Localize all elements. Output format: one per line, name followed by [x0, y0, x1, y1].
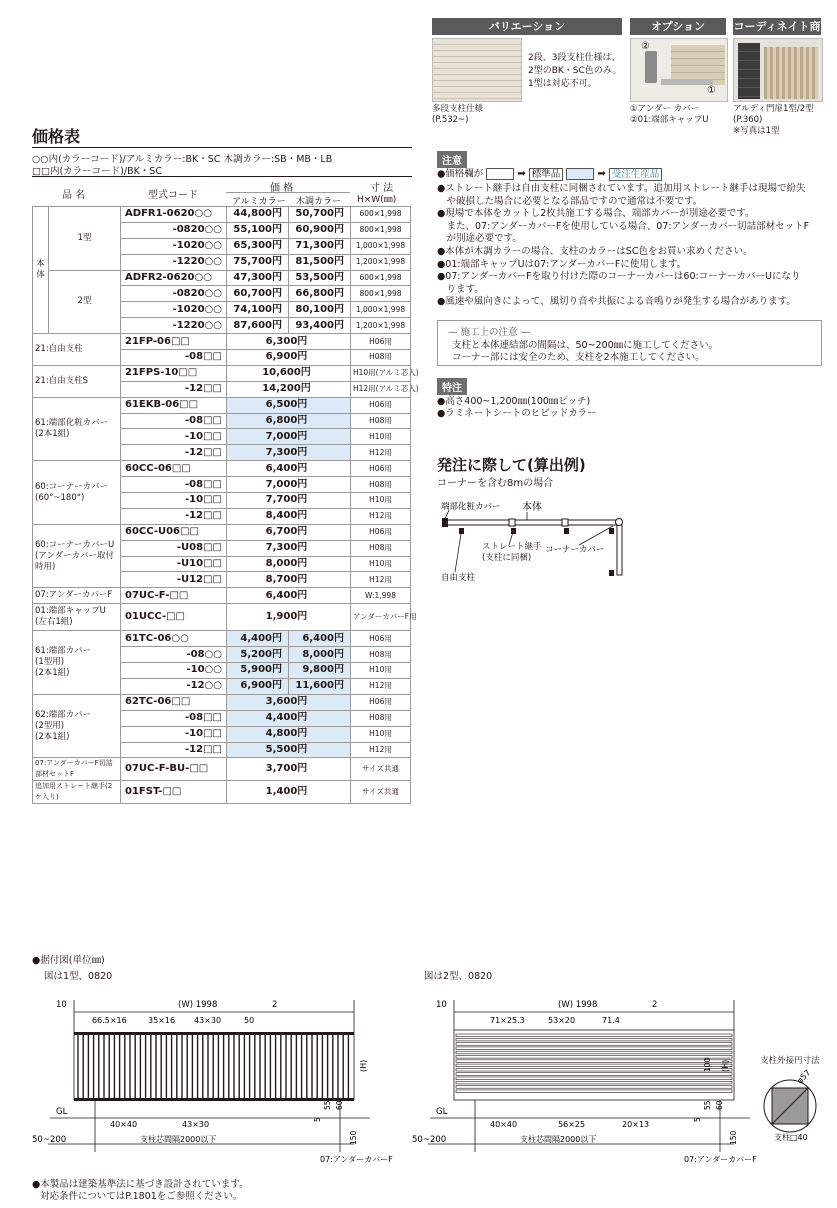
notes-header: 注意 — [437, 151, 467, 168]
row-size: サイズ共通 — [351, 758, 411, 781]
row-price: 1,900円 — [227, 604, 351, 631]
note-line: ●01:端部キャップUは07:アンダーカバーFに使用します。 — [437, 258, 687, 270]
d2-under: 07:アンダーカバーF — [684, 1155, 757, 1164]
d1-r2: 2 — [272, 1000, 278, 1010]
group-name: 07:アンダーカバーF切詰部材セットF — [33, 758, 121, 781]
drawing2-title: 図は2型、0820 — [424, 971, 493, 982]
group-name: 61:端部カバー (1型用) (2本1組) — [33, 631, 121, 695]
row-size: H08用 — [351, 413, 411, 429]
body-label: 本 体 — [33, 207, 49, 334]
row-size: H06用 — [351, 631, 411, 647]
price-row — [33, 334, 411, 350]
d2-v55: 55 — [703, 1100, 712, 1110]
fence-slat — [456, 1047, 732, 1050]
row-wood-price: 71,300円 — [289, 238, 351, 254]
group-name: 60:コーナーカバーU (アンダーカバー取付時用) — [33, 524, 121, 588]
price-table — [32, 206, 419, 804]
row-code: 61EKB-06□□ — [121, 397, 227, 413]
row-code: -12□□ — [121, 508, 227, 524]
row-price: 7,000円 — [227, 429, 351, 445]
row-code: -U08□□ — [121, 540, 227, 556]
d1-pitch: 支柱芯間隔2000以下 — [140, 1135, 217, 1144]
row-code: -12□□ — [121, 445, 227, 461]
row-size: H12用 — [351, 572, 411, 588]
row-wood-price: 6,400円 — [289, 631, 351, 647]
d1-h: (H) — [359, 1059, 368, 1072]
note-line: ●ストレート継手は自由支柱に同梱されています。追加用ストレート継手は現場で紛失 — [437, 183, 806, 194]
row-size: H08用 — [351, 647, 411, 663]
d2-b: 53×20 — [548, 1016, 576, 1025]
row-code: -10□□ — [121, 429, 227, 445]
row-price: 7,300円 — [227, 445, 351, 461]
row-code: -08□□ — [121, 477, 227, 493]
row-alu-price: 60,700円 — [227, 286, 289, 302]
row-wood-price: 11,600円 — [289, 678, 351, 694]
row-price: 4,800円 — [227, 726, 351, 742]
d2-pitch: 支柱芯間隔2000以下 — [520, 1135, 597, 1144]
construction-title: 施工上の注意 — [460, 327, 518, 338]
row-code: -1220○○ — [121, 254, 227, 270]
row-size: H10用 — [351, 429, 411, 445]
fence-slat — [456, 1086, 732, 1089]
d1-l10: 10 — [56, 1000, 67, 1010]
d2-f: 56×25 — [558, 1120, 586, 1129]
row-size: H12用 — [351, 678, 411, 694]
d2-h: (H) — [721, 1059, 730, 1072]
variation-photo — [432, 38, 522, 102]
header-size-unit: H×W(㎜) — [357, 195, 397, 205]
post-title: 支柱外接円寸法 — [760, 1056, 820, 1066]
d1-c: 43×30 — [194, 1016, 222, 1025]
row-code: -10○○ — [121, 663, 227, 679]
header-price: 価 格 — [270, 183, 294, 194]
fence-slat — [456, 1060, 732, 1063]
row-code: 60CC-U06□□ — [121, 524, 227, 540]
features-line-2: ●ラミネートシートのヒビッドカラー — [437, 408, 597, 419]
notes-legend-std: 標準品 — [529, 168, 564, 181]
row-code: -08○○ — [121, 647, 227, 663]
fence-slat — [456, 1081, 732, 1084]
price-row — [33, 631, 411, 647]
note-line: また、07:アンダーカバーFを使用している場合、07:アンダーカバー切詰部材セットF — [437, 220, 810, 232]
drawings-title: ●据付図(単位㎜) — [32, 955, 105, 966]
row-size: H12用(アルミ芯入) — [351, 381, 411, 397]
d1-e: 40×40 — [110, 1120, 138, 1129]
d1-under: 07:アンダーカバーF — [320, 1155, 393, 1164]
note-line: が別途必要です。 — [437, 233, 522, 245]
row-price: 3,700円 — [227, 758, 351, 781]
row-code: 21FPS-10□□ — [121, 365, 227, 381]
note-line: ●現場で本体をカットし2枚共施工する場合、端部カバーが別途必要です。 — [437, 208, 755, 220]
features-line-1: ●高さ400~1,200㎜(100㎜ピッチ) — [437, 396, 591, 407]
row-code: 62TC-06□□ — [121, 694, 227, 710]
row-size: H06用 — [351, 461, 411, 477]
row-code: 01FST-□□ — [121, 781, 227, 804]
d1-v60: 60 — [335, 1100, 344, 1110]
row-code: -12□□ — [121, 742, 227, 758]
row-wood-price: 81,500円 — [289, 254, 351, 270]
row-wood-price: 66,800円 — [289, 286, 351, 302]
d2-g2: 20×13 — [622, 1120, 650, 1129]
row-price: 6,300円 — [227, 334, 351, 350]
row-wood-price: 53,500円 — [289, 270, 351, 286]
header-wood: 木調カラー — [296, 197, 342, 207]
order-label-joint: ストレート継手 (支柱に同梱) — [482, 542, 542, 563]
row-price: 6,400円 — [227, 461, 351, 477]
note-line: ●風速や風向きによって、風切り音や共振による音鳴りが発生する場合があります。 — [437, 296, 796, 308]
coordinate-caption: アルディ門扉1型/2型 (P.360) ※写真は1型 — [733, 104, 814, 136]
row-code: 07UC-F-BU-□□ — [121, 758, 227, 781]
d1-f: 43×30 — [182, 1120, 210, 1129]
d1-width: (W) 1998 — [178, 1000, 218, 1010]
group-name: 61:端部化粧カバー (2本1組) — [33, 397, 121, 461]
group-name: 01:端部キャップU (左右1組) — [33, 604, 121, 631]
d1-b: 35×16 — [148, 1016, 176, 1025]
row-size: 1,000×1,998 — [351, 302, 411, 318]
price-row — [33, 461, 411, 477]
option-photo — [630, 38, 728, 102]
drawing1-title: 図は1型、0820 — [44, 971, 113, 982]
type2-label: 2型 — [49, 270, 121, 334]
row-price: 6,800円 — [227, 413, 351, 429]
row-wood-price: 93,400円 — [289, 318, 351, 334]
features-header: 特注 — [437, 378, 467, 395]
order-label-corner: コーナーカバー — [545, 545, 605, 555]
row-alu-price: 5,900円 — [227, 663, 289, 679]
row-code: 01UCC-□□ — [121, 604, 227, 631]
post-sq: 支柱□40 — [774, 1133, 808, 1142]
footer-line-1: ●本製品は建築基準法に基づき設計されています。 — [32, 1179, 249, 1190]
note-line: ●07:アンダーカバーFを取り付けた際のコーナーカバーは60:コーナーカバーUになり — [437, 271, 801, 283]
order-subtitle: コーナーを含む8mの場合 — [437, 478, 554, 489]
price-row — [33, 588, 411, 604]
drawing-type2 — [410, 990, 760, 1165]
d2-width: (W) 1998 — [558, 1000, 598, 1010]
order-label-post: 自由支柱 — [441, 573, 476, 583]
row-alu-price: 47,300円 — [227, 270, 289, 286]
row-code: -0820○○ — [121, 222, 227, 238]
row-code: -0820○○ — [121, 286, 227, 302]
row-size: アンダーカバーF用 — [351, 604, 411, 631]
group-name: 62:端部カバー (2型用) (2本1組) — [33, 694, 121, 758]
row-price: 3,600円 — [227, 694, 351, 710]
row-price: 6,900円 — [227, 350, 351, 366]
features-section — [437, 378, 467, 395]
price-row — [33, 397, 411, 413]
row-alu-price: 6,900円 — [227, 678, 289, 694]
row-alu-price: 55,100円 — [227, 222, 289, 238]
row-size: H12用 — [351, 742, 411, 758]
note-line: や破損した場合に必要となる部品ですので通常は不要です。 — [437, 195, 703, 207]
d2-r2: 2 — [652, 1000, 658, 1010]
d2-v5: 5 — [693, 1117, 702, 1122]
group-name: 21:自由支柱S — [33, 365, 121, 397]
row-size: H08用 — [351, 710, 411, 726]
row-alu-price: 44,800円 — [227, 207, 289, 223]
variation-caption: 多段支柱仕様 (P.532~) — [432, 104, 484, 125]
group-name: 07:アンダーカバーF — [33, 588, 121, 604]
row-code: -10□□ — [121, 493, 227, 509]
order-label-body: 本体 — [522, 502, 542, 513]
post-dia: φ57 — [795, 1068, 813, 1086]
row-size: 800×1,998 — [351, 286, 411, 302]
row-price: 10,600円 — [227, 365, 351, 381]
d2-c: 71.4 — [602, 1016, 620, 1025]
price-row — [33, 758, 411, 781]
order-diagram — [437, 490, 637, 590]
row-price: 5,500円 — [227, 742, 351, 758]
row-size: H06用 — [351, 694, 411, 710]
row-code: -08□□ — [121, 710, 227, 726]
option-marker-2: ② — [641, 41, 650, 52]
row-size: H08用 — [351, 350, 411, 366]
footer-line-2: 対応条件についてはP.1801をご参照ください。 — [40, 1191, 243, 1202]
row-size: 600×1,998 — [351, 207, 411, 223]
price-legend-2: □□内(カラーコード)/BK・SC — [32, 166, 162, 177]
price-row — [33, 270, 411, 286]
option-header: オプション — [630, 18, 726, 35]
row-size: H10用 — [351, 493, 411, 509]
type1-label: 1型 — [49, 207, 121, 271]
row-alu-price: 87,600円 — [227, 318, 289, 334]
row-price: 8,000円 — [227, 556, 351, 572]
row-alu-price: 4,400円 — [227, 631, 289, 647]
row-price: 6,400円 — [227, 588, 351, 604]
row-size: H06用 — [351, 397, 411, 413]
row-size: H08用 — [351, 477, 411, 493]
order-title: 発注に際して(算出例) — [437, 456, 586, 474]
variation-desc: 2段、3段支柱仕様は、 2型のBK・SC色のみ。 1型は対応不可。 — [528, 53, 622, 89]
price-row — [33, 781, 411, 804]
row-wood-price: 80,100円 — [289, 302, 351, 318]
fence-slat — [456, 1068, 732, 1071]
fence-slat — [456, 1043, 732, 1046]
row-price: 7,300円 — [227, 540, 351, 556]
row-code: 07UC-F-□□ — [121, 588, 227, 604]
row-price: 8,400円 — [227, 508, 351, 524]
row-size: H08用 — [351, 540, 411, 556]
post-diagram — [760, 1068, 830, 1148]
row-code: -12○○ — [121, 678, 227, 694]
row-size: 600×1,998 — [351, 270, 411, 286]
row-wood-price: 50,700円 — [289, 207, 351, 223]
notes-legend-order: 受注生産品 — [609, 168, 663, 181]
group-name: 60:コーナーカバー (60°~180°) — [33, 461, 121, 525]
row-code: -1220○○ — [121, 318, 227, 334]
construction-line-1: 支柱と本体連結部の間隔は、50~200㎜に施工してください。 — [452, 340, 719, 351]
row-code: ADFR1-0620○○ — [121, 207, 227, 223]
coordinate-header: コーディネイト商 — [733, 20, 821, 33]
drawing-type1 — [30, 990, 393, 1165]
row-size: H12用 — [351, 445, 411, 461]
d1-g: 50~200 — [32, 1135, 67, 1145]
d1-v150: 150 — [349, 1130, 358, 1145]
row-size: 1,200×1,998 — [351, 318, 411, 334]
price-table-header — [32, 178, 410, 207]
price-row — [33, 524, 411, 540]
row-size: 1,200×1,998 — [351, 254, 411, 270]
d1-v5: 5 — [313, 1117, 322, 1122]
row-wood-price: 9,800円 — [289, 663, 351, 679]
row-alu-price: 74,100円 — [227, 302, 289, 318]
d2-l10: 10 — [436, 1000, 447, 1010]
d1-gl: GL — [56, 1107, 68, 1117]
row-size: 800×1,998 — [351, 222, 411, 238]
construction-line-2: コーナー部には安全のため、支柱を2本施工してください。 — [452, 352, 705, 363]
row-size: サイズ共通 — [351, 781, 411, 804]
row-size: W:1,998 — [351, 588, 411, 604]
row-code: 60CC-06□□ — [121, 461, 227, 477]
d2-a: 71×25.3 — [490, 1016, 525, 1025]
fence-slat — [456, 1034, 732, 1037]
fence-slat — [456, 1056, 732, 1059]
row-price: 8,700円 — [227, 572, 351, 588]
d1-a: 66.5×16 — [92, 1016, 127, 1025]
notes-legend-pre: ●価格欄が — [437, 168, 484, 180]
row-alu-price: 75,700円 — [227, 254, 289, 270]
price-row — [33, 694, 411, 710]
fence-slat — [456, 1073, 732, 1076]
row-code: 21FP-06□□ — [121, 334, 227, 350]
row-wood-price: 60,900円 — [289, 222, 351, 238]
header-code: 型式コード — [148, 190, 198, 201]
row-size: H10用 — [351, 663, 411, 679]
order-label-endcover: 端部化粧カバー — [441, 502, 501, 512]
header-size: 寸 法 — [370, 183, 394, 194]
row-code: -1020○○ — [121, 302, 227, 318]
variation-header: バリエーション — [432, 18, 622, 35]
price-legend-1: ○○内(カラーコード)/アルミカラー:BK・SC 木調カラー:SB・MB・LB — [32, 154, 333, 165]
note-line: ります。 — [437, 283, 484, 295]
row-size: H10用(アルミ芯入) — [351, 365, 411, 381]
row-alu-price: 65,300円 — [227, 238, 289, 254]
header-name: 品 名 — [62, 190, 86, 201]
row-wood-price: 8,000円 — [289, 647, 351, 663]
fence-slat — [456, 1038, 732, 1041]
row-price: 6,700円 — [227, 524, 351, 540]
option-caption: ①アンダー カバー ②01:端部キャップU — [630, 104, 709, 125]
d1-d: 50 — [244, 1016, 255, 1025]
row-size: H10用 — [351, 726, 411, 742]
row-price: 7,700円 — [227, 493, 351, 509]
fence-slat — [456, 1064, 732, 1067]
group-name: 21:自由支柱 — [33, 334, 121, 366]
row-code: -U10□□ — [121, 556, 227, 572]
row-alu-price: 5,200円 — [227, 647, 289, 663]
notes-legend: ●価格欄が ➡ 標準品 ➡ 受注生産品 — [437, 168, 662, 181]
d2-v150: 150 — [729, 1130, 738, 1145]
row-price: 1,400円 — [227, 781, 351, 804]
d2-g: 50~200 — [412, 1135, 447, 1145]
price-row — [33, 365, 411, 381]
notes-section — [437, 151, 467, 168]
row-size: H10用 — [351, 556, 411, 572]
row-price: 6,500円 — [227, 397, 351, 413]
fence-slat — [456, 1051, 732, 1054]
construction-box: — 施工上の注意 — 支柱と本体連結部の間隔は、50~200㎜に施工してください。 コーナー部には安全のため、支柱を2本施工してください。 — [437, 320, 822, 366]
row-price: 14,200円 — [227, 381, 351, 397]
row-price: 7,000円 — [227, 477, 351, 493]
notes-lines — [437, 183, 827, 309]
row-code: ADFR2-0620○○ — [121, 270, 227, 286]
row-code: -U12□□ — [121, 572, 227, 588]
coordinate-photo — [733, 38, 823, 102]
row-code: -08□□ — [121, 350, 227, 366]
row-size: H12用 — [351, 508, 411, 524]
row-size: 1,000×1,998 — [351, 238, 411, 254]
header-alu: アルミカラー — [232, 197, 286, 207]
price-row — [33, 207, 411, 223]
fence-slat — [456, 1090, 732, 1093]
note-line: ●本体が木調カラーの場合、支柱のカラーはSC色をお買い求めください。 — [437, 245, 753, 257]
d2-gl: GL — [436, 1107, 448, 1117]
d2-v60: 60 — [715, 1100, 724, 1110]
row-size: H06用 — [351, 334, 411, 350]
row-code: -1020○○ — [121, 238, 227, 254]
d2-v100: 100 — [703, 1057, 712, 1072]
row-code: -10□□ — [121, 726, 227, 742]
row-code: 61TC-06○○ — [121, 631, 227, 647]
row-size: H06用 — [351, 524, 411, 540]
fence-slat — [456, 1077, 732, 1080]
row-code: -12□□ — [121, 381, 227, 397]
d1-v55: 55 — [323, 1100, 332, 1110]
group-name: 追加用ストレート継手(2ケ入り) — [33, 781, 121, 804]
price-title: 価格表 — [32, 127, 81, 146]
row-price: 4,400円 — [227, 710, 351, 726]
option-marker-1: ① — [707, 85, 716, 96]
price-row — [33, 604, 411, 631]
d2-e: 40×40 — [490, 1120, 518, 1129]
row-code: -08□□ — [121, 413, 227, 429]
